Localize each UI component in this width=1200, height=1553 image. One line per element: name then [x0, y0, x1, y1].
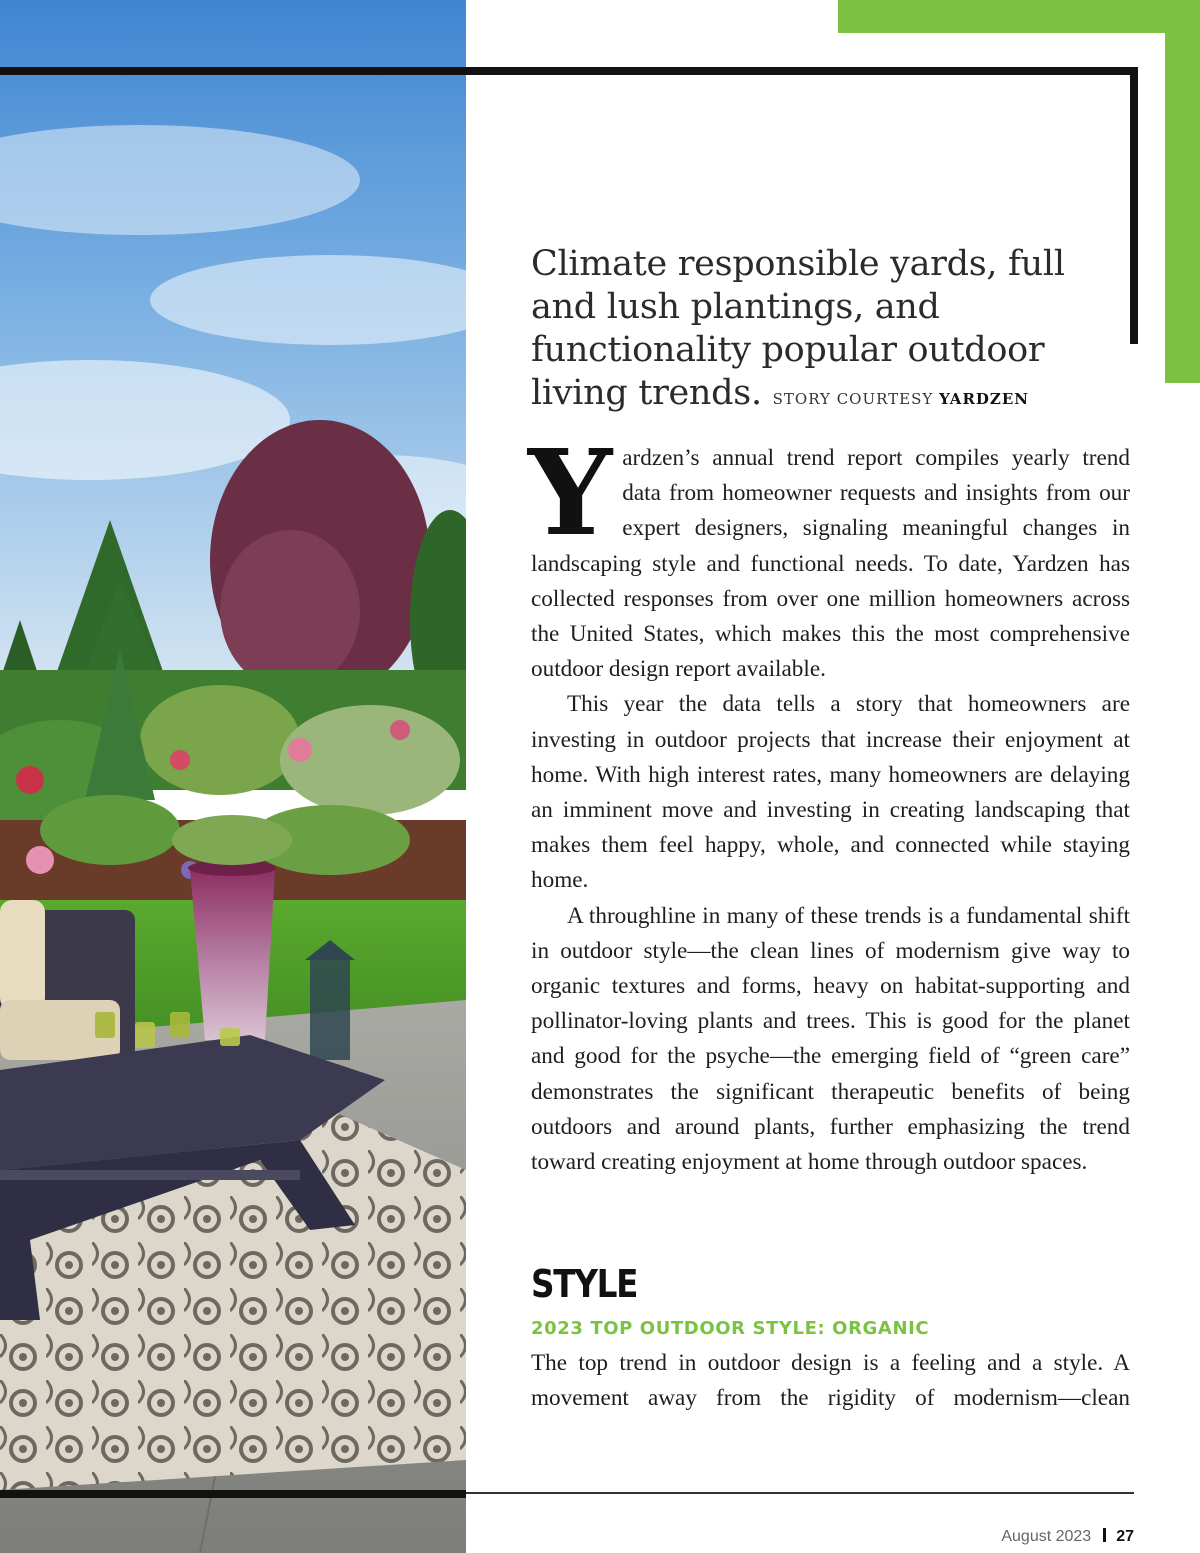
frame-bottom-rule [0, 1490, 466, 1498]
deck-text: Climate responsible yards, full and lush plantings, and functionality popular outdoor living trends. [531, 244, 1065, 413]
page-number: 27 [1116, 1528, 1134, 1545]
frame-right-rule [1130, 67, 1138, 344]
section-subheading: 2023 TOP OUTDOOR STYLE: ORGANIC [531, 1318, 930, 1339]
issue-date: August 2023 [1001, 1528, 1092, 1545]
article-body [528, 423, 1130, 1180]
footer-rule [466, 1492, 1134, 1494]
section-text: The top trend in outdoor design is a feeling and a style. A movement away from the rigidity of modernism—clean [531, 1350, 1130, 1412]
green-corner-accent [838, 0, 1200, 33]
section-heading: STYLE [531, 1262, 638, 1306]
frame-top-rule [0, 67, 1138, 75]
article-deck [531, 243, 1091, 421]
paragraph-3: A throughline in many of these trends is a fundamental shift in outdoor style—the clean lines of modernism give way to organic textures and forms, heavy on habitat-supporting and pollinator-loving plants and trees. This is good for the planet and good for the psyche—the emerging field of “green care” demonstrates the significant therapeutic benefits of being outdoors and around plants, further emphasizing the trend toward creating enjoyment at home through outdoor spaces. [531, 902, 1130, 1176]
page-footer [1001, 1528, 1134, 1546]
drop-cap: Y [528, 423, 613, 562]
paragraph-1-text: ardzen’s annual trend report compiles yearly trend data from homeowner requests and insights from our expert designers, signaling meaningful changes in landscaping style and functional needs. To date, Yardzen has collected responses from over one million homeowners across the United States, which makes this the most comprehensive outdoor design report available. [531, 445, 1130, 683]
green-side-bar [1165, 33, 1200, 383]
byline-name: YARDZEN [939, 390, 1030, 408]
patio-garden-image [0, 0, 466, 1553]
byline-prefix: STORY COURTESY [772, 390, 934, 408]
paragraph-2: This year the data tells a story that homeowners are investing in outdoor projects that increase their enjoyment at home. With high interest rates, many homeowners are delaying an imminent move and investing in creating landscaping that makes them feel happy, whole, and connected while staying home. [531, 691, 1130, 894]
folio-separator [1103, 1528, 1106, 1542]
paragraph-1 [528, 423, 1130, 687]
hero-photo [0, 0, 466, 1553]
byline [773, 390, 1029, 408]
